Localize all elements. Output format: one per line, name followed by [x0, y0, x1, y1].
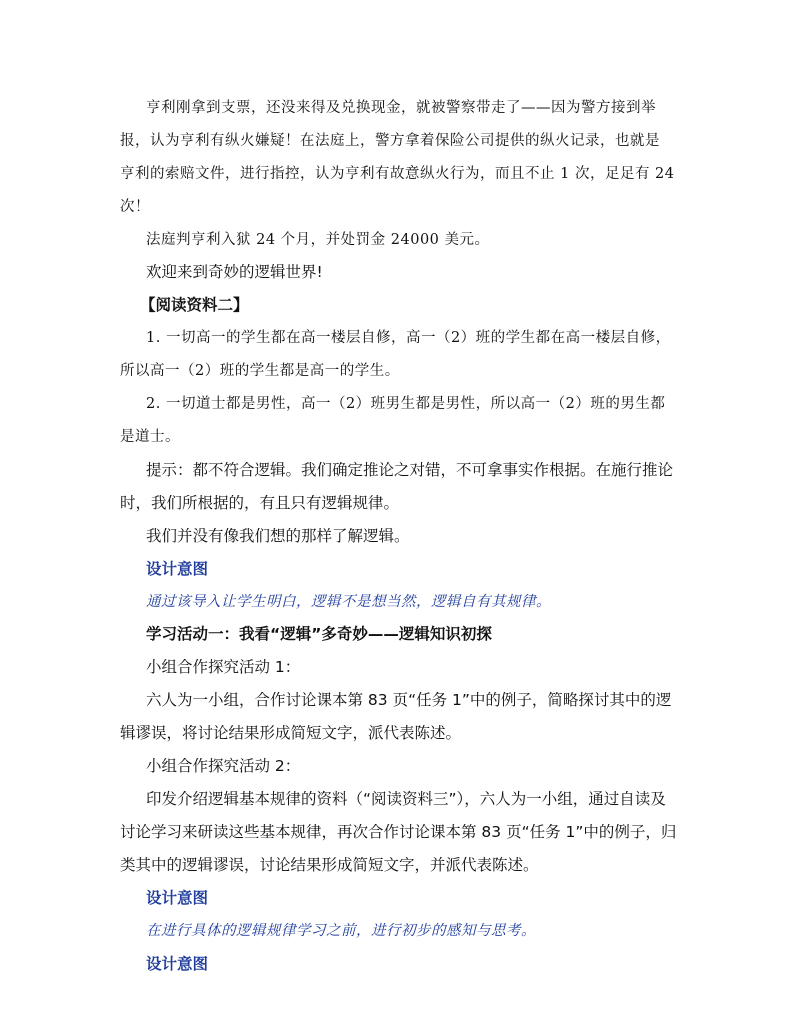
hint-line-3: 我们并没有像我们想的那样了解逻辑。	[146, 527, 410, 545]
story-line-2: 报，认为亨利有纵火嫌疑！在法庭上，警方拿着保险公司提供的纵火记录，也就是	[120, 133, 660, 149]
activity-1-title: 学习活动一：我看“逻辑”多奇妙——逻辑知识初探	[146, 625, 492, 643]
reading-2-item-1-line-1: 1. 一切高一的学生都在高一楼层自修，高一（2）班的学生都在高一楼层自修，	[146, 330, 671, 346]
design-intent-title-3: 设计意图	[146, 955, 209, 973]
reading-2-item-2-line-2: 是道士。	[120, 429, 180, 445]
hint-line-1: 提示：都不符合逻辑。我们确定推论之对错，不可拿事实作根据。在施行推论	[146, 461, 674, 479]
design-intent-text-2: 在进行具体的逻辑规律学习之前，进行初步的感知与思考。	[146, 923, 536, 939]
hint-line-2: 时，我们所根据的，有且只有逻辑规律。	[120, 494, 400, 512]
group-activity-2-line-2: 讨论学习来研读这些基本规律，再次合作讨论课本第 83 页“任务 1”中的例子，归	[120, 823, 677, 841]
story-line-5: 法庭判亨利入狱 24 个月，并处罚金 24000 美元。	[146, 232, 490, 248]
design-intent-title-2: 设计意图	[146, 889, 209, 907]
story-line-1: 亨利刚拿到支票，还没来得及兑换现金，就被警察带走了——因为警方接到举	[146, 100, 656, 116]
group-activity-1-title: 小组合作探究活动 1：	[146, 658, 301, 676]
story-line-3: 亨利的索赔文件，进行指控，认为亨利有故意纵火行为，而且不止 1 次，足足有 24	[120, 166, 675, 182]
reading-2-item-2-line-1: 2. 一切道士都是男性，高一（2）班男生都是男性，所以高一（2）班的男生都	[146, 396, 666, 412]
group-activity-1-line-2: 辑谬误，将讨论结果形成简短文字，派代表陈述。	[120, 724, 462, 742]
design-intent-title-1: 设计意图	[146, 560, 209, 578]
group-activity-2-line-1: 印发介绍逻辑基本规律的资料（“阅读资料三”），六人为一小组，通过自读及	[146, 790, 666, 808]
group-activity-1-line-1: 六人为一小组，合作讨论课本第 83 页“任务 1”中的例子，简略探讨其中的逻	[146, 691, 672, 709]
story-line-4: 次！	[120, 199, 150, 215]
reading-2-item-1-line-2: 所以高一（2）班的学生都是高一的学生。	[120, 363, 400, 379]
group-activity-2-title: 小组合作探究活动 2：	[146, 757, 301, 775]
reading-2-heading: 【阅读资料二】	[140, 296, 249, 314]
welcome-text: 欢迎来到奇妙的逻辑世界!	[146, 263, 323, 281]
design-intent-text-1: 通过该导入让学生明白，逻辑不是想当然，逻辑自有其规律。	[146, 594, 551, 610]
group-activity-2-line-3: 类其中的逻辑谬误，讨论结果形成简短文字，并派代表陈述。	[120, 856, 539, 874]
